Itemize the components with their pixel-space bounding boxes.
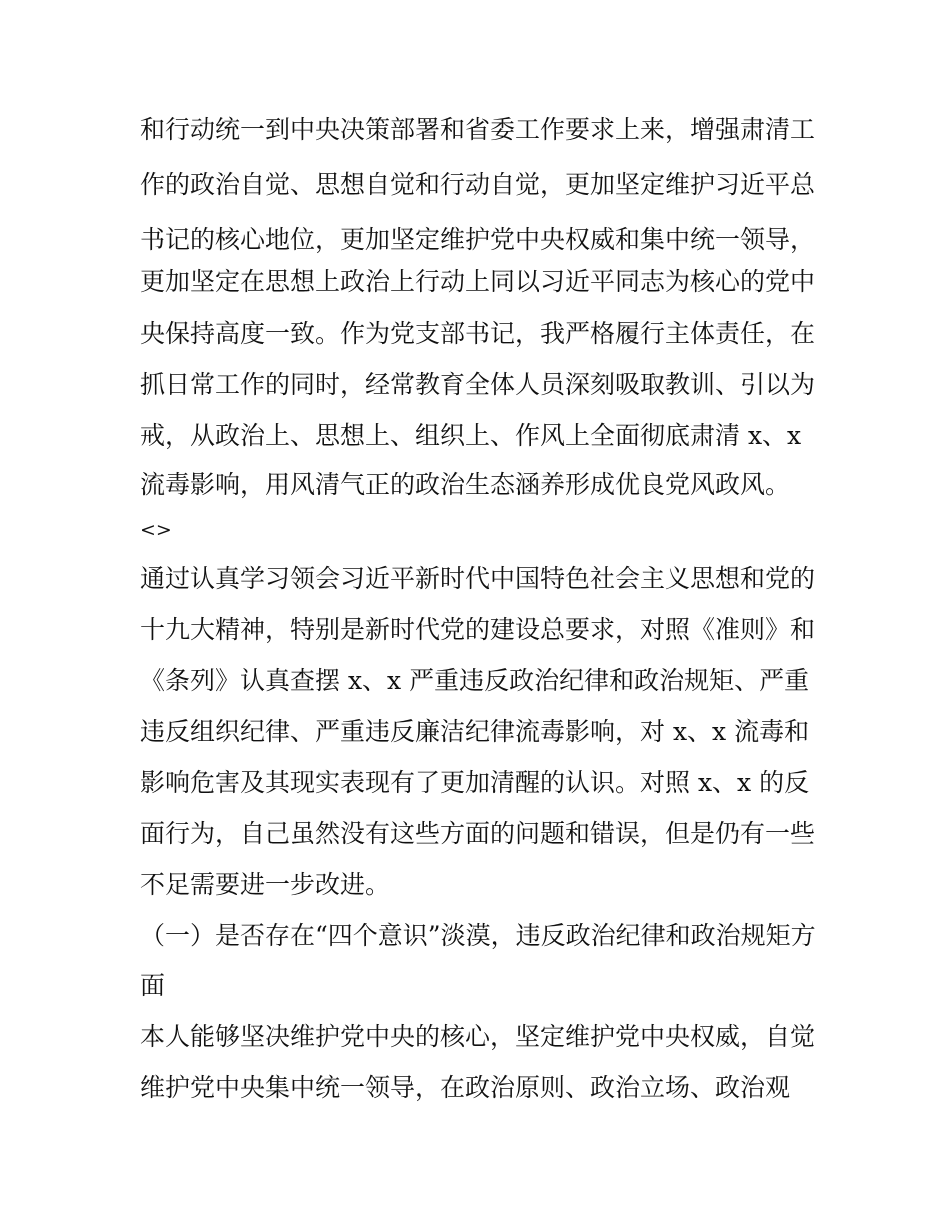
text-line: 抓日常工作的同时，经常教育全体人员深刻吸取教训、引以为: [140, 370, 816, 399]
text-line: 违反组织纪律、严重违反廉洁纪律流毒影响，对 x、x 流毒和: [140, 717, 810, 746]
text-line: 流毒影响，用风清气正的政治生态涵养形成优良党风政风。: [140, 470, 791, 499]
text-line-marker: <>: [140, 519, 172, 541]
text-line: 书记的核心地位，更加坚定维护党中央权威和集中统一领导，: [140, 225, 816, 254]
text-line: 面行为，自己虽然没有这些方面的问题和错误，但是仍有一些: [140, 819, 816, 848]
text-line: 戒，从政治上、思想上、组织上、作风上全面彻底肃清 x、x: [140, 421, 802, 450]
text-line: 影响危害及其现实表现有了更加清醒的认识。对照 x、x 的反: [140, 768, 810, 797]
text-line: 更加坚定在思想上政治上行动上同以习近平同志为核心的党中: [140, 267, 816, 296]
text-line: 十九大精神，特别是新时代党的建设总要求，对照《准则》和: [140, 615, 816, 644]
text-line: 通过认真学习领会习近平新时代中国特色社会主义思想和党的: [140, 564, 816, 593]
text-line: 不足需要进一步改进。: [140, 870, 391, 899]
text-line: 维护党中央集中统一领导，在政治原则、政治立场、政治观: [140, 1073, 791, 1102]
text-line: 作的政治自觉、思想自觉和行动自觉，更加坚定维护习近平总: [140, 170, 816, 199]
text-line: 央保持高度一致。作为党支部书记，我严格履行主体责任，在: [140, 319, 816, 348]
text-line: 本人能够坚决维护党中央的核心，坚定维护党中央权威，自觉: [140, 1022, 816, 1051]
text-line: 和行动统一到中央决策部署和省委工作要求上来，增强肃清工: [140, 115, 816, 144]
section-heading: （一）是否存在“四个意识”淡漠，违反政治纪律和政治规矩方: [140, 921, 816, 950]
text-line: 《条列》认真查摆 x、x 严重违反政治纪律和政治规矩、严重: [140, 666, 810, 695]
section-heading-continued: 面: [140, 971, 166, 1000]
